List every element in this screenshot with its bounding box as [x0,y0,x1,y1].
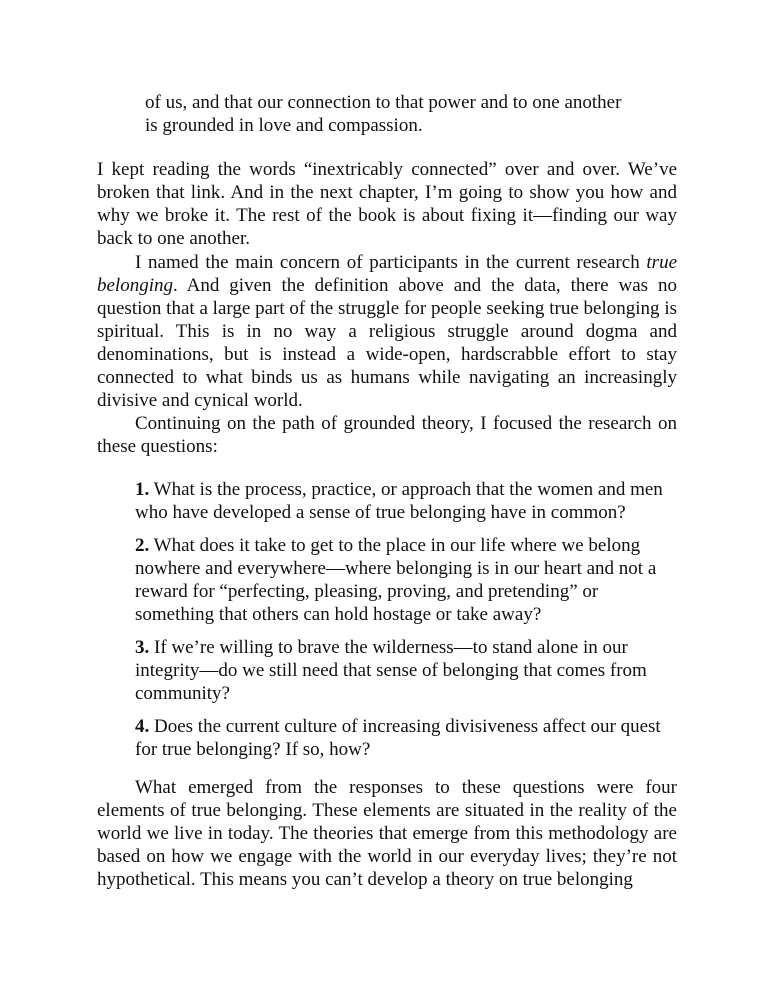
paragraph-text-start: I named the main concern of participants in the current research [135,252,647,273]
paragraph-text [97,251,677,412]
paragraph-text-end: . And given the definition above and the data, there was no question that a large part of the struggle for people seeking true belonging is spiritual. This is in no way a religious struggle around dogma and denominations, but is instead a wide-open, hardscrabble effort to stay connected to what binds us as humans while navigating an increasingly divisive and cynical world. [97,275,677,411]
emphasis-true-belonging: true belonging [97,252,677,296]
question-item [135,715,670,761]
paragraph-inextricably-connected [97,158,677,250]
paragraph-grounded-theory [97,412,677,458]
question-item [135,478,670,524]
question-number: 1. [135,479,150,500]
paragraph-text: What emerged from the responses to these questions were four elements of true belonging. These elements are situated in the reality of the world we live in today. The theories that emerge from this methodology are based on how we engage with the world in our everyday lives; they’re not hypothetical. This means you can’t develop a theory on true belonging [97,777,677,890]
question-text: If we’re willing to brave the wilderness—to stand alone in our integrity—do we still need that sense of belonging that comes from community? [135,637,647,704]
question-number: 3. [135,637,150,658]
question-text: Does the current culture of increasing divisiveness affect our quest for true belonging? If so, how? [135,716,661,760]
question-text: What is the process, practice, or approach that the women and men who have developed a sense of true belonging have in common? [135,479,663,523]
paragraph-four-elements [97,776,677,891]
research-questions-list [135,478,670,771]
quote-line: of us, and that our connection to that power and to one another [145,92,622,113]
quote-line: is grounded in love and compassion. [145,115,423,136]
paragraph-text: I kept reading the words “inextricably connected” over and over. We’ve broken that link. And in the next chapter, I’m going to show you how and why we broke it. The rest of the book is about fixing it—finding our way back to one another. [97,159,677,249]
question-number: 2. [135,535,150,556]
question-text: What does it take to get to the place in our life where we belong nowhere and everywhere—where belonging is in our heart and not a reward for “perfecting, pleasing, proving, and pretending” or something that others can hold hostage or take away? [135,535,657,625]
block-quote [145,91,665,137]
paragraph-true-belonging [97,251,677,412]
paragraph-text: Continuing on the path of grounded theory, I focused the research on these questions: [97,413,677,457]
question-item [135,636,670,705]
question-number: 4. [135,716,150,737]
question-item [135,534,670,626]
